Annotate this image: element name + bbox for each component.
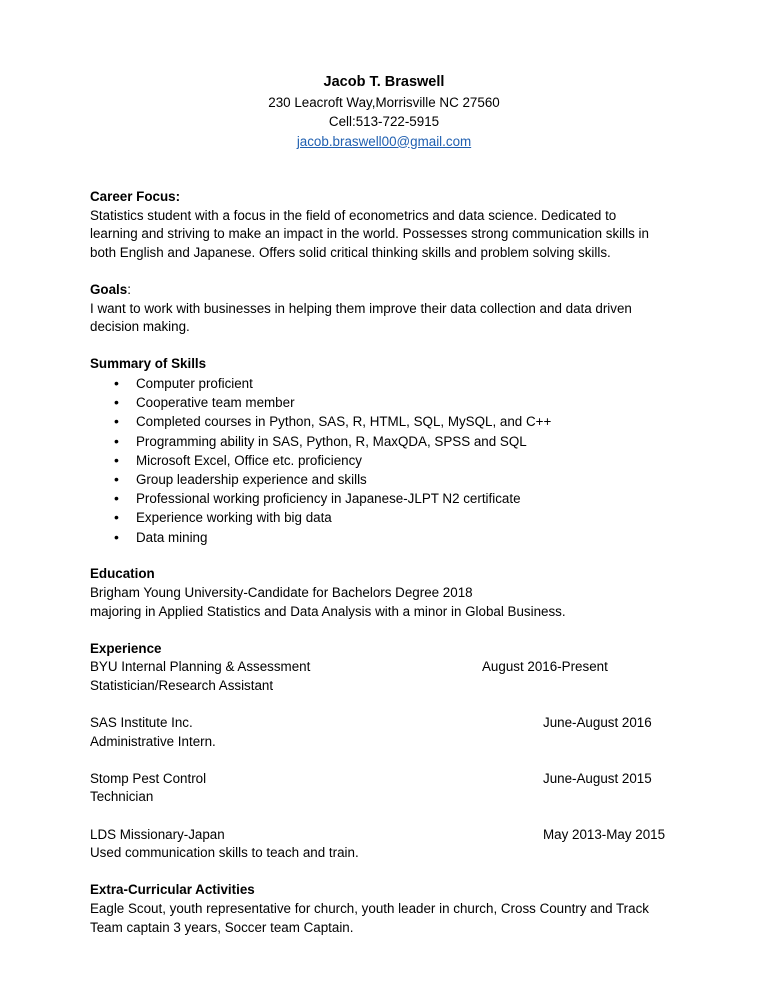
education-line: Brigham Young University-Candidate for Bachelors Degree 2018 [90, 584, 473, 600]
skill-item: • Completed courses in Python, SAS, R, HTML, SQL, MySQL, and C++ [136, 412, 690, 431]
skills-heading: Summary of Skills [90, 356, 207, 372]
phone: Cell:513-722-5915 [328, 114, 440, 129]
job-row [90, 714, 690, 733]
resume-header [0, 73, 768, 151]
address: 230 Leacroft Way,Morrisville NC 27560 [268, 94, 500, 110]
education-line: majoring in Applied Statistics and Data Analysis with a minor in Global Business. [90, 603, 566, 619]
candidate-name: Jacob T. Braswell [323, 74, 445, 90]
education-section [90, 565, 690, 621]
skill-item: • Cooperative team member [136, 393, 690, 412]
job-row [90, 658, 690, 677]
skill-item: • Programming ability in SAS, Python, R, MaxQDA, SPSS and SQL [136, 432, 690, 451]
job-date: August 2016-Present [482, 659, 608, 675]
job-date: June-August 2015 [543, 770, 652, 786]
job-role: Administrative Intern. [90, 733, 216, 749]
job-row [90, 826, 690, 845]
extracurricular-section [90, 881, 690, 937]
career-focus-line: both English and Japanese. Offers solid critical thinking skills and problem solving skills. [90, 244, 611, 260]
extracurricular-heading: Extra-Curricular Activities [90, 882, 255, 898]
skill-item: • Group leadership experience and skills [136, 470, 690, 489]
experience-section [90, 640, 690, 863]
extracurricular-line: Eagle Scout, youth representative for church, youth leader in church, Cross Country and Track [90, 901, 649, 917]
job-org: SAS Institute Inc. [90, 715, 193, 731]
career-focus-heading: Career Focus: [90, 189, 181, 204]
job-org: Stomp Pest Control [90, 770, 207, 786]
career-focus-line: Statistics student with a focus in the field of econometrics and data science. Dedicated to [90, 207, 617, 223]
email-link[interactable]: jacob.braswell00@gmail.com [296, 133, 472, 149]
education-heading: Education [90, 566, 155, 582]
career-focus-line: learning and striving to make an impact in the world. Possesses strong communication skills in [90, 226, 649, 242]
goals-line: decision making. [90, 319, 190, 335]
job-row [90, 770, 690, 789]
experience-heading: Experience [90, 640, 162, 656]
goals-heading: Goals [90, 281, 128, 297]
job-role: Technician [90, 789, 154, 805]
job-org: BYU Internal Planning & Assessment [90, 659, 311, 675]
skill-item: • Professional working proficiency in Japanese-JLPT N2 certificate [136, 489, 690, 508]
extracurricular-line: Team captain 3 years, Soccer team Captain. [90, 919, 354, 935]
goals-line: I want to work with businesses in helping them improve their data collection and data driven [90, 300, 632, 316]
skills-section [90, 355, 690, 546]
career-focus-section [90, 188, 690, 262]
job-date: May 2013-May 2015 [543, 826, 666, 842]
resume-body [90, 188, 690, 937]
skills-list [90, 374, 690, 547]
skill-item: • Computer proficient [136, 374, 690, 393]
skill-item: • Data mining [136, 528, 690, 547]
job-role: Used communication skills to teach and train. [90, 845, 359, 861]
job-role: Statistician/Research Assistant [90, 677, 274, 693]
goals-section [90, 281, 690, 337]
job-date: June-August 2016 [543, 715, 652, 731]
skill-item: • Microsoft Excel, Office etc. proficiency [136, 451, 690, 470]
skill-item: • Experience working with big data [136, 508, 690, 527]
goals-colon: : [127, 281, 131, 297]
job-org: LDS Missionary-Japan [90, 826, 225, 842]
